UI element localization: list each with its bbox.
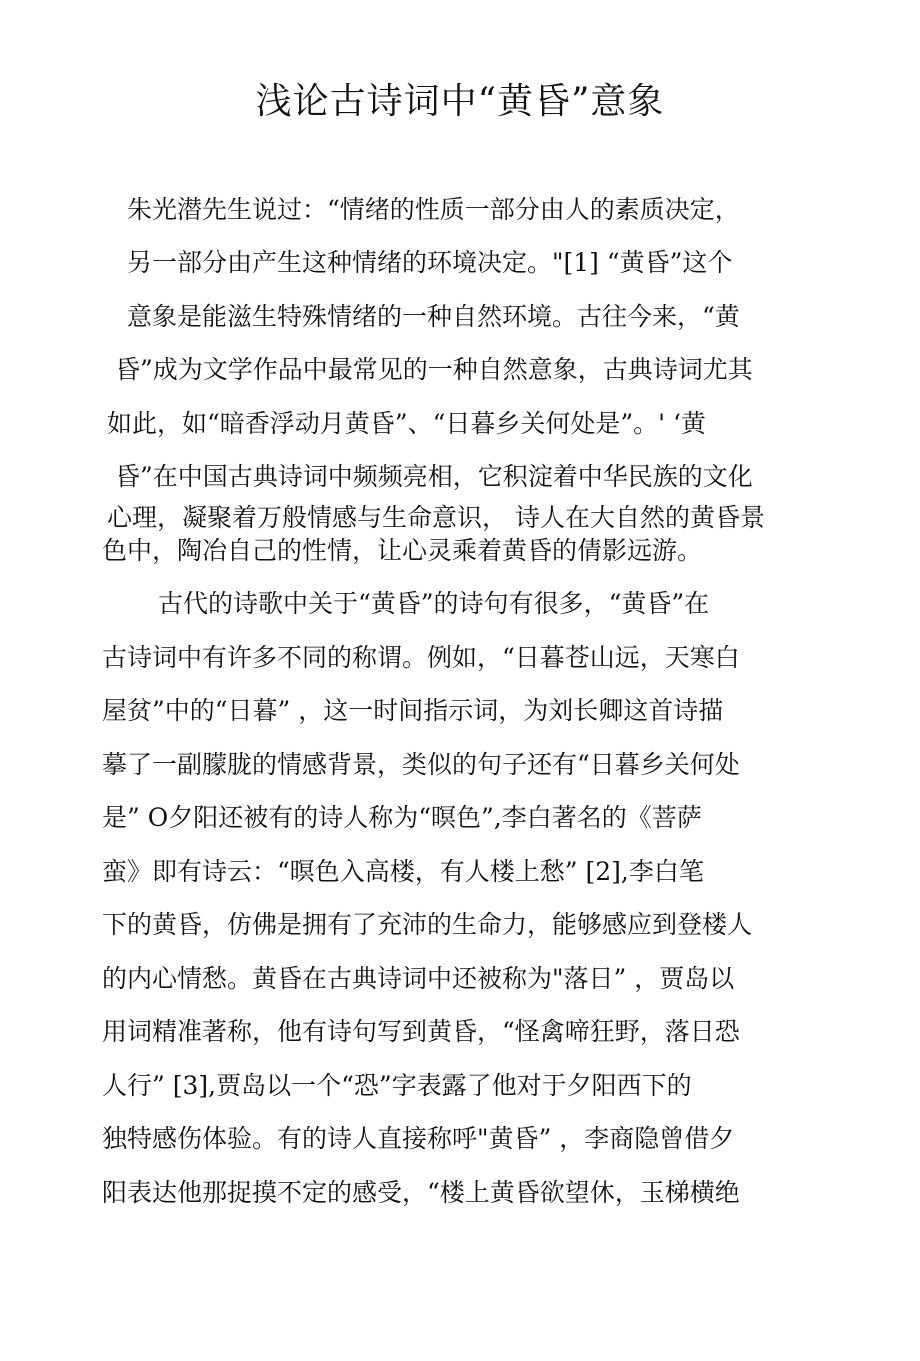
text-line: 阳表达他那捉摸不定的感受，“楼上黄昏欲望休，玉梯横绝 — [102, 1178, 740, 1207]
text-line: 人行” [3],贾岛以一个“恐”字表露了他对于夕阳西下的 — [102, 1071, 692, 1100]
text-line: 屋贫”中的“日暮” ，这一时间指示词，为刘长卿这首诗描 — [102, 696, 724, 725]
text-line: 是” O夕阳还被有的诗人称为“暝色”,李白著名的《菩萨 — [102, 803, 702, 832]
text-line: 古代的诗歌中关于“黄昏”的诗句有很多，“黄昏”在 — [158, 589, 710, 618]
text-line: 的内心情愁。黄昏在古典诗词中还被称为"落日” ，贾岛以 — [102, 964, 735, 993]
text-line: 如此，如“暗香浮动月黄昏”、“日暮乡关何处是”。' ‘黄 — [107, 409, 706, 438]
text-line: 用词精准著称，他有诗句写到黄昏，“怪禽啼狂野，落日恐 — [102, 1017, 740, 1046]
text-line: 意象是能滋生特殊情绪的一种自然环境。古往今来，“黄 — [127, 302, 740, 331]
text-line: 摹了一副朦胧的情感背景，类似的句子还有“日暮乡关何处 — [102, 750, 740, 779]
text-line: 蛮》即有诗云：“暝色入高楼，有人楼上愁” [2],李白笔 — [102, 857, 704, 886]
text-line: 朱光潜先生说过：“情绪的性质一部分由人的素质决定， — [127, 195, 740, 224]
text-line: 古诗词中有许多不同的称谓。例如，“日暮苍山远，天寒白 — [102, 643, 740, 672]
document-title: 浅论古诗词中“黄昏”意象 — [255, 81, 665, 122]
text-line: 心理，凝聚着万般情感与生命意识， 诗人在大自然的黄昏景 — [107, 503, 765, 532]
text-line: 独特感伤体验。有的诗人直接称呼"黄昏” ，李商隐曾借夕 — [102, 1124, 735, 1153]
text-line: 色中，陶冶自己的性情，让心灵乘着黄昏的倩影远游。 — [102, 536, 703, 565]
text-line: 下的黄昏，仿佛是拥有了充沛的生命力，能够感应到登楼人 — [102, 910, 753, 939]
text-line: 昏”在中国古典诗词中频频亮相，它积淀着中华民族的文化 — [115, 462, 753, 491]
text-line: 另一部分由产生这种情绪的环境决定。"[1] “黄昏”这个 — [127, 248, 733, 277]
text-line: 昏”成为文学作品中最常见的一种自然意象，古典诗词尤其 — [115, 355, 753, 384]
